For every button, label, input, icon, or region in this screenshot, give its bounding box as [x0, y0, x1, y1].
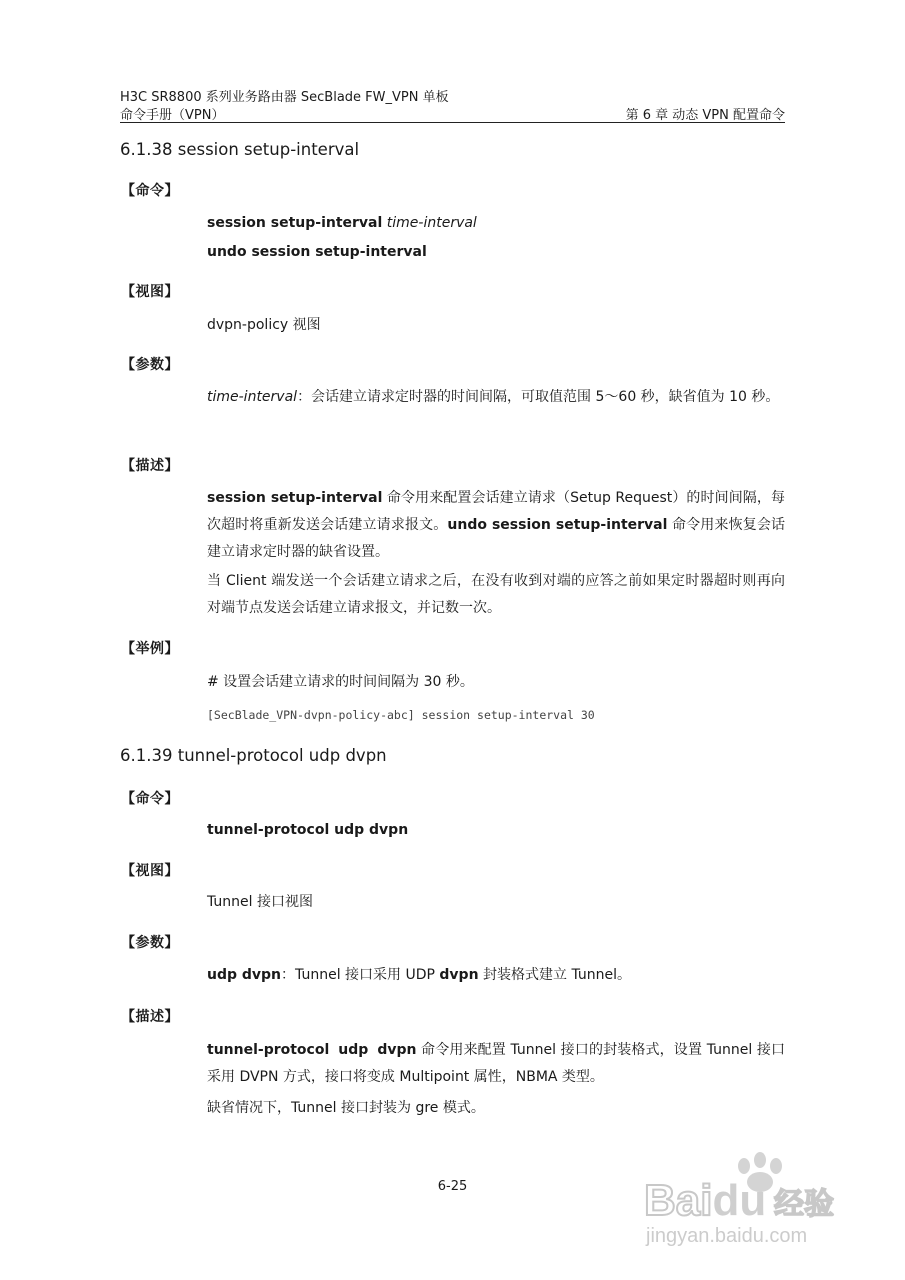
parameter-name: time-interval	[207, 389, 298, 405]
baidu-paw-logo-icon	[636, 1150, 866, 1250]
description-text-2: 命令用来恢复会话建立请求定时器的缺省设置。	[207, 517, 785, 560]
description-text-2-1: 命令用来配置 Tunnel 接口的封装格式，设置 Tunnel 接口采用 DVPN 方式，接口将变成 Multipoint 属性，NBMA 类型。	[207, 1042, 785, 1085]
description-paragraph-1	[207, 485, 785, 566]
tag-parameters-2: 【参数】	[121, 935, 179, 951]
tag-description-2: 【描述】	[121, 1009, 179, 1025]
description-keyword-1: session setup-interval	[207, 490, 383, 506]
command-syntax-2: tunnel-protocol udp dvpn	[207, 822, 409, 838]
section-title-6-1-39: 6.1.39 tunnel-protocol udp dvpn	[120, 746, 387, 765]
command-keyword: session setup-interval	[207, 215, 383, 231]
description-paragraph-2: 当 Client 端发送一个会话建立请求之后，在没有收到对端的应答之前如果定时器超时则再向对端节点发送会话建立请求报文，并记数一次。	[207, 573, 785, 616]
svg-text:Baidu	[644, 1176, 766, 1225]
header-chapter: 第 6 章 动态 VPN 配置命令	[625, 108, 785, 123]
watermark-cn: 经验	[774, 1187, 834, 1222]
command-syntax	[207, 210, 785, 237]
parameter-text-2b: 封装格式建立 Tunnel。	[478, 967, 631, 983]
command-argument: time-interval	[386, 215, 477, 231]
tag-example: 【举例】	[121, 641, 179, 657]
example-code: [SecBlade_VPN-dvpn-policy-abc] session setup-interval 30	[207, 708, 595, 722]
header-subline	[120, 104, 785, 123]
tag-command-2: 【命令】	[121, 791, 179, 807]
watermark-brand: Bai	[644, 1176, 713, 1225]
parameter-keyword-2: dvpn	[439, 967, 479, 983]
description-text-1: 命令用来配置会话建立请求（Setup Request）的时间间隔，每次超时将重新发送会话建立请求报文。	[207, 490, 785, 533]
description-paragraph-2-1	[207, 1037, 785, 1091]
watermark-url: jingyan.baidu.com	[646, 1225, 808, 1247]
description-keyword-2-1: tunnel-protocol udp dvpn	[207, 1042, 417, 1058]
tag-view-2: 【视图】	[121, 863, 179, 879]
tag-view: 【视图】	[121, 284, 179, 300]
view-text-2: Tunnel 接口视图	[207, 894, 313, 910]
baidu-jingyan-watermark	[636, 1150, 866, 1250]
tag-command: 【命令】	[121, 183, 179, 199]
page-number: 6-25	[437, 1179, 468, 1194]
view-text: dvpn-policy 视图	[207, 317, 321, 333]
header-manual-name: 命令手册（VPN）	[120, 108, 225, 123]
parameter-description	[207, 384, 785, 411]
description-paragraph-2-2: 缺省情况下，Tunnel 接口封装为 gre 模式。	[207, 1100, 485, 1116]
parameter-name-2: udp dvpn	[207, 967, 282, 983]
example-text: # 设置会话建立请求的时间间隔为 30 秒。	[207, 674, 474, 690]
parameter-description-2	[207, 962, 785, 989]
section-title-6-1-38: 6.1.38 session setup-interval	[120, 140, 360, 159]
undo-command-syntax: undo session setup-interval	[207, 244, 427, 260]
tag-parameters: 【参数】	[121, 357, 179, 373]
description-keyword-2: undo session setup-interval	[447, 517, 668, 533]
parameter-text: ：会话建立请求定时器的时间间隔，可取值范围 5～60 秒，缺省值为 10 秒。	[297, 389, 780, 405]
watermark-brand-2: du	[712, 1176, 767, 1225]
parameter-text-2a: ：Tunnel 接口采用 UDP	[281, 967, 440, 983]
header-divider	[120, 122, 785, 123]
header-title: H3C SR8800 系列业务路由器 SecBlade FW_VPN 单板	[120, 90, 449, 105]
tag-description: 【描述】	[121, 458, 179, 474]
